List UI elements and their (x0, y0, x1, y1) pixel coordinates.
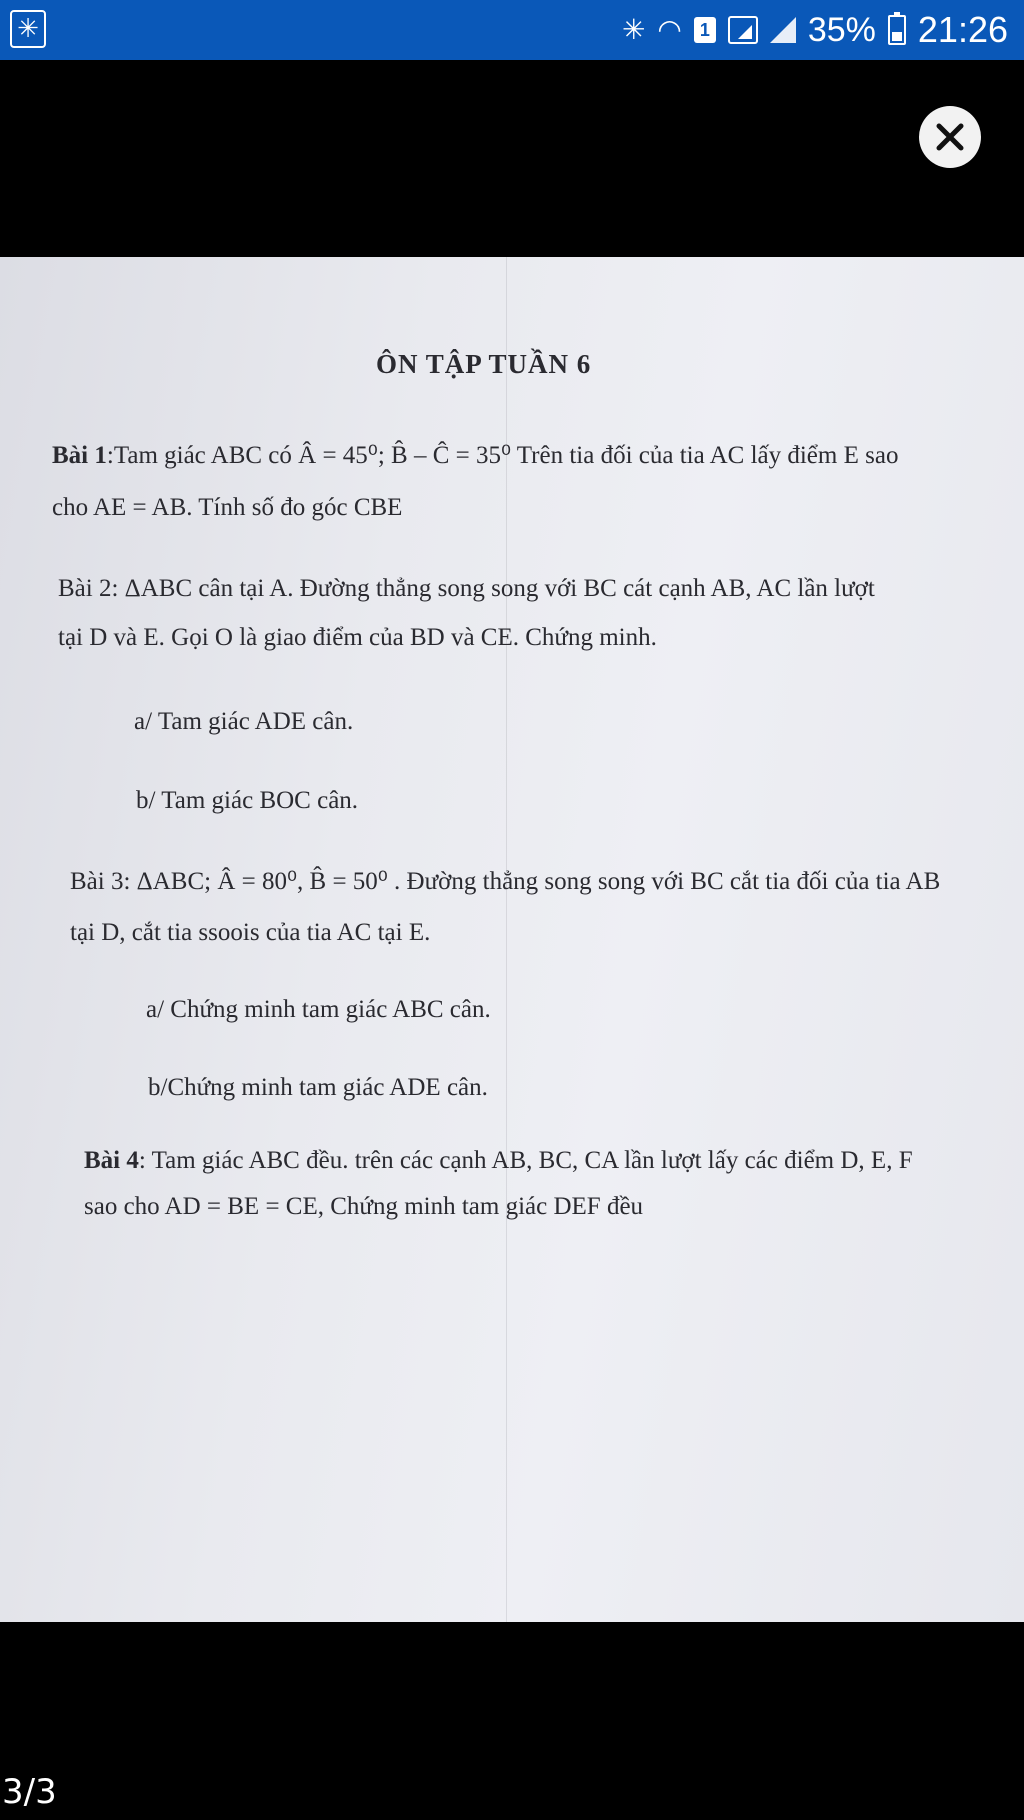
bai1-line2: cho AE = AB. Tính số đo góc CBE (52, 494, 403, 521)
bai3-part-b: b/Chứng minh tam giác ADE cân. (148, 1074, 488, 1101)
bai3-line2: tại D, cắt tia ssoois của tia AC tại E. (70, 919, 431, 946)
bai4-line1 (84, 1147, 913, 1175)
bai4-line2: sao cho AD = BE = CE, Chứng minh tam giác DEF đều (84, 1193, 644, 1220)
bai2-line2: tại D và E. Gọi O là giao điểm của BD và CE. Chứng minh. (58, 624, 657, 651)
wifi-icon: ◠ (657, 13, 682, 46)
bai1-line1-text: :Tam giác ABC có Â = 45⁰; B̂ – Ĉ = 35⁰ Trên tia đối của tia AC lấy điểm E sao (106, 442, 899, 469)
sim-icon: 1 (694, 17, 716, 43)
bluetooth-notification-icon: ✳ (10, 10, 46, 48)
status-icons (622, 0, 1008, 60)
close-button[interactable] (919, 106, 981, 168)
bai3-part-a: a/ Chứng minh tam giác ABC cân. (146, 996, 491, 1023)
bai2-line1: Bài 2: ΔABC cân tại A. Đường thẳng song song với BC cát cạnh AB, AC lần lượt (58, 575, 875, 602)
signal-icon (728, 16, 758, 44)
document-title: ÔN TẬP TUẦN 6 (376, 349, 592, 379)
bai1-label: Bài 1 (52, 442, 107, 469)
close-icon (933, 120, 967, 154)
bai4-label: Bài 4 (84, 1147, 139, 1174)
bai3-line1: Bài 3: ΔABC; Â = 80⁰, B̂ = 50⁰ . Đường thẳng song song với BC cắt tia đối của tia AB (70, 868, 941, 895)
bluetooth-icon: ✳ (621, 13, 646, 46)
page-indicator: 3/3 (2, 1772, 57, 1812)
cell-signal-icon (770, 17, 796, 43)
bai2-part-a: a/ Tam giác ADE cân. (134, 708, 354, 735)
bai2-part-b: b/ Tam giác BOC cân. (136, 787, 359, 814)
battery-percent: 35% (807, 10, 876, 49)
bai4-line1-text: : Tam giác ABC đều. trên các cạnh AB, BC, CA lần lượt lấy các điểm D, E, F (138, 1147, 913, 1174)
clock: 21:26 (917, 9, 1008, 50)
status-bar (0, 0, 1024, 60)
battery-icon (888, 15, 906, 45)
document-photo[interactable] (0, 257, 1024, 1622)
bai1-line1 (52, 440, 898, 470)
